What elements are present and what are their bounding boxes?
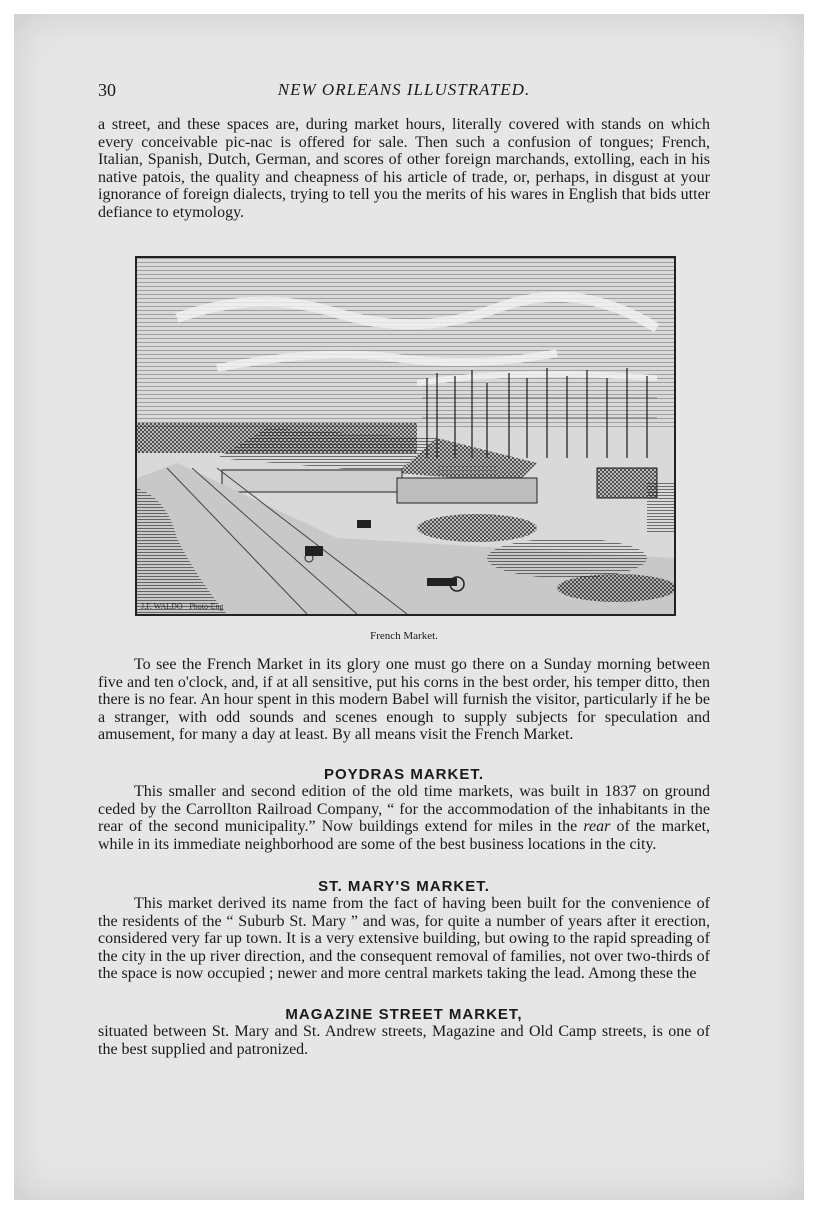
intro-paragraph: a street, and these spaces are, during market hours, literally covered with stands on which every conceivable pic-nac is offered for sale. Then such a confusion of tongues; French, Italian, Spanish, Dutch, German, and scores of other foreign marchands, extolling, each in his native patois, the quality and cheapness of his article of trade, or, perhaps, in disgust at your ignorance of foreign dialects, trying to tell you the merits of his wares in English that bids utter defiance to etymology. xyxy=(98,116,710,221)
french-market-paragraph: To see the French Market in its glory one must go there on a Sunday morning between five and ten o'clock, and, if at all sensitive, put his corns in the best order, his temper ditto, then there is no fear. An hour spent in this modern Babel will furnish the visitor, particularly if he be a stranger, with odd sounds and scenes enough to supply subjects for speculation and amusement, for many a day at least. By all means visit the French Market. xyxy=(98,656,710,744)
poydras-emphasis: rear xyxy=(583,818,611,836)
sky xyxy=(137,258,674,428)
page-number: 30 xyxy=(98,80,116,100)
figure-caption: French Market. xyxy=(370,630,438,642)
engraving-illustration xyxy=(137,258,674,614)
french-market-engraving xyxy=(135,256,676,616)
st-marys-heading: ST. MARY'S MARKET. xyxy=(318,878,490,895)
running-title: NEW ORLEANS ILLUSTRATED. xyxy=(277,80,531,99)
magazine-heading: MAGAZINE STREET MARKET, xyxy=(285,1006,523,1023)
poydras-paragraph xyxy=(98,783,710,853)
poydras-text-after: of the market, while in its immediate neighborhood are some of the best business locations in the city. xyxy=(98,818,711,853)
page-header xyxy=(98,80,710,104)
magazine-paragraph: situated between St. Mary and St. Andrew streets, Magazine and Old Camp streets, is one of the best supplied and patronized. xyxy=(98,1023,710,1058)
poydras-heading: POYDRAS MARKET. xyxy=(323,766,484,783)
engraver-credit: J.F. WALDO · Photo-Eng xyxy=(141,602,224,611)
poydras-text-before: This smaller and second edition of the old time markets, was built in 1837 on ground ceded by the Carrollton Railroad Company, “ for the accommodation of the inhabitants in the rear of the second municipality.” Now buildings extend for miles in the xyxy=(98,783,710,836)
st-marys-paragraph: This market derived its name from the fact of having been built for the convenience of the residents of the “ Suburb St. Mary ” and was, for quite a number of years after it erection, considered very far up town. It is a very extensive building, but owing to the rapid spreading of the city in the up river direction, and the consequent removal of families, not over two-thirds of the space is now occupied ; newer and more central markets taking the lead. Among these the xyxy=(98,895,710,983)
